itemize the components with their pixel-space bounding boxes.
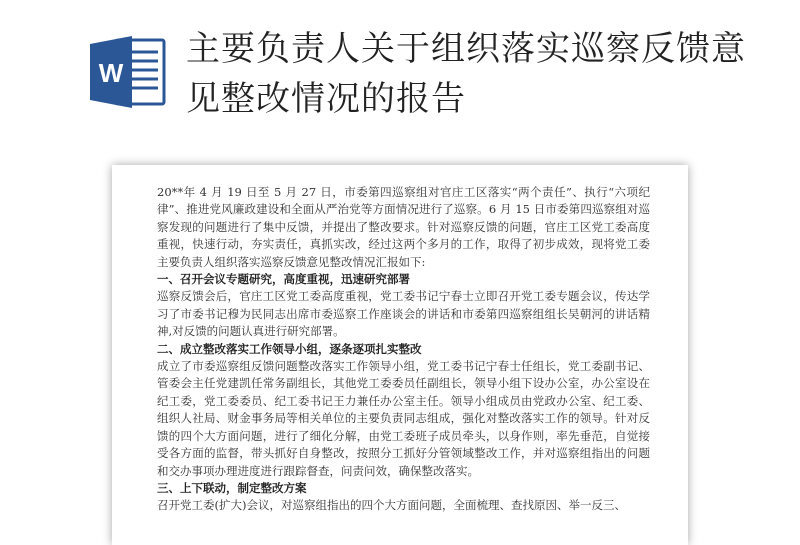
- document-title: 主要负责人关于组织落实巡察反馈意见整改情况的报告: [186, 29, 746, 119]
- paragraph-section-3: 召开党工委(扩大)会议，对巡察组指出的四个大方面问题，全面梳理、查找原因、举一反三、: [157, 498, 626, 513]
- word-icon: [88, 34, 168, 110]
- paragraph-section-1: 巡察反馈会后，官庄工区党工委高度重视，党工委书记宁春士立即召开党工委专题会议，传达学习了市委书记穆为民同志出席市委巡察工作座谈会的讲话和市委第四巡察组组长吴朝河的讲话精神,对反馈的问题认真进行研究部署。: [157, 289, 650, 339]
- document-header: [0, 0, 800, 150]
- section-heading-3: 三、上下联动，制定整改方案: [157, 480, 307, 495]
- document-body: [112, 165, 688, 515]
- document-page: [112, 165, 688, 545]
- section-heading-1: 一、召开会议专题研究，高度重视，迅速研究部署: [157, 272, 410, 287]
- paragraph-section-2: 成立了市委巡察组反馈问题整改落实工作领导小组，党工委书记宁春士任组长，党工委副书记、管委会主任党建凯任常务副组长，其他党工委委员任副组长，领导小组下设办公室，办公室设在纪工委，党工委委员、纪工委书记王力兼任办公室主任。领导小组成员由党政办公室、纪工委、组织人社局、财金事务局等相关单位的主要负责同志组成，强化对整改落实工作的领导。针对反馈的四个大方面问题，进行了细化分解，由党工委班子成员牵头，以身作则，率先垂范，自觉接受各方面的监督，带头抓好自身整改，按照分工抓好分管领域整改工作，并对巡察组指出的问题和交办事项办理进度进行跟踪督查，问责问效，确保整改落实。: [157, 359, 650, 478]
- paragraph-intro: 20**年 4 月 19 日至 5 月 27 日，市委第四巡察组对官庄工区落实“两个责任”、执行“六项纪律”、推进党风廉政建设和全面从严治党等方面情况进行了巡察。6 月 15 日市委第四巡察组对巡察发现的问题进行了集中反馈，并提出了整改要求。针对巡察反馈的问题，官庄工区党工委高度重视，快速行动，夯实责任，真抓实改，经过这两个多月的工作，取得了初步成效，现将党工委主要负责人组织落实巡察反馈意见整改情况汇报如下:: [157, 185, 650, 269]
- section-heading-2: 二、成立整改落实工作领导小组，逐条逐项扎实整改: [157, 341, 422, 356]
- svg-text:W: W: [98, 58, 124, 88]
